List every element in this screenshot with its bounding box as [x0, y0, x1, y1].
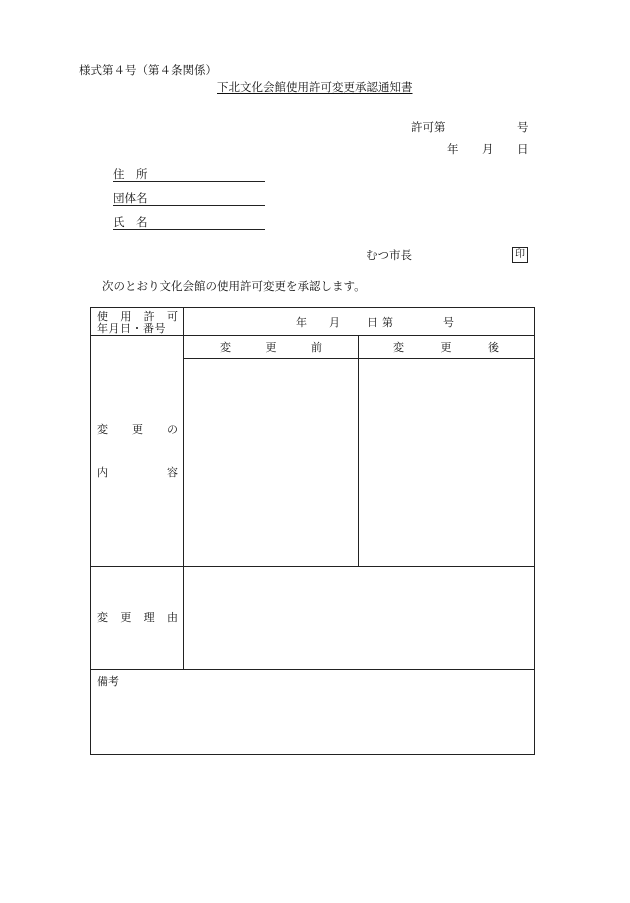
after-change-area[interactable]: [359, 359, 534, 566]
reason-area[interactable]: [184, 567, 534, 669]
group-name-label: 団体名: [113, 191, 148, 205]
permit-value-number: 号: [443, 316, 454, 329]
content-label-line1: 変 更 の: [97, 423, 178, 436]
row-divider-permit: [91, 335, 534, 336]
before-change-area[interactable]: [184, 359, 358, 566]
name-label: 氏 名: [113, 215, 148, 229]
document-title: 下北文化会館使用許可変更承認通知書: [217, 80, 413, 94]
content-label-line2: 内 容: [97, 466, 178, 479]
name-field[interactable]: [113, 215, 265, 230]
remarks-area[interactable]: [91, 670, 534, 754]
seal-stamp-box: 印: [512, 247, 528, 263]
issue-date-month: 月: [482, 142, 494, 156]
permit-label-line2: 年月日・番号: [97, 322, 166, 335]
after-change-header: 変 更 後: [393, 341, 499, 354]
address-field[interactable]: [113, 167, 265, 182]
before-change-header: 変 更 前: [220, 341, 322, 354]
form-number: 様式第４号（第４条関係）: [79, 63, 217, 77]
permit-value-month: 月: [329, 316, 340, 329]
permit-number-suffix: 号: [517, 120, 529, 134]
issue-date-day: 日: [517, 142, 529, 156]
group-name-field[interactable]: [113, 191, 265, 206]
permit-number-prefix: 許可第: [411, 120, 446, 134]
issue-date-year: 年: [447, 142, 459, 156]
issuer-title: むつ市長: [366, 248, 412, 262]
permit-label-line1: 使 用 許 可: [97, 310, 178, 323]
remarks-label: 備考: [97, 675, 119, 688]
permit-value-day-no: 日第: [367, 316, 397, 329]
address-label: 住 所: [113, 167, 148, 181]
permit-value-year: 年: [296, 316, 307, 329]
intro-text: 次のとおり文化会館の使用許可変更を承認します。: [102, 279, 366, 293]
reason-label: 変 更 理 由: [97, 611, 178, 624]
approval-table: [90, 307, 535, 755]
